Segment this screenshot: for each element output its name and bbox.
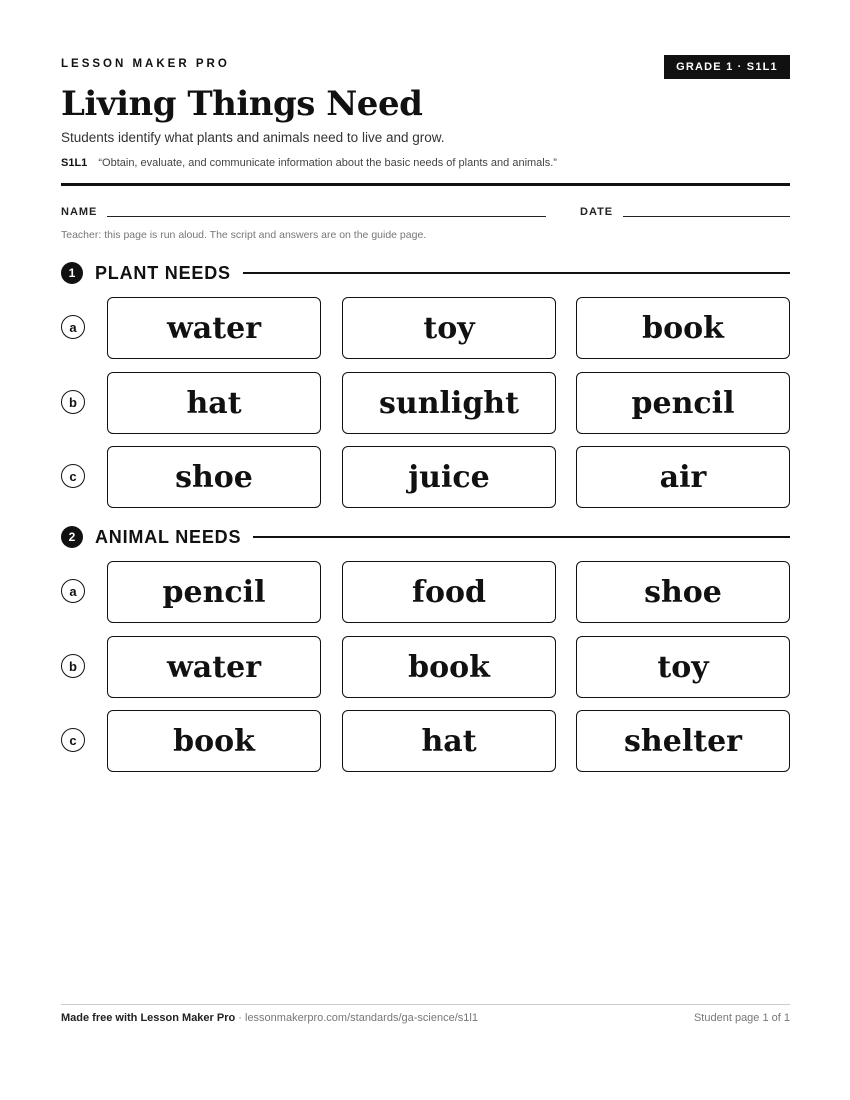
row-letter: b (61, 390, 85, 414)
section-rule (253, 536, 790, 538)
date-field[interactable] (623, 216, 790, 217)
question-row (61, 636, 790, 698)
worksheet-page (61, 0, 790, 1100)
row-letter: a (61, 315, 85, 339)
standard-line (61, 157, 557, 169)
footer-url: · lessonmakerpro.com/standards/ga-science/s1l1 (235, 1012, 478, 1024)
answer-choice[interactable]: book (342, 636, 556, 698)
row-letter: c (61, 728, 85, 752)
answer-choice[interactable]: pencil (107, 561, 321, 623)
teacher-note: Teacher: this page is run aloud. The script and answers are on the guide page. (61, 229, 427, 241)
name-label: NAME (61, 206, 98, 218)
row-letter: c (61, 464, 85, 488)
page-title: Living Things Need (61, 84, 423, 124)
question-row (61, 561, 790, 623)
answer-choice[interactable]: toy (576, 636, 790, 698)
section-number: 1 (61, 262, 83, 284)
answer-choice[interactable]: air (576, 446, 790, 508)
header-divider (61, 183, 790, 186)
section-title: ANIMAL NEEDS (95, 526, 242, 547)
answer-choice[interactable]: shoe (107, 446, 321, 508)
section-rule (243, 272, 790, 274)
question-row (61, 297, 790, 359)
section-animal-needs (61, 525, 790, 549)
standard-text: “Obtain, evaluate, and communicate information about the basic needs of plants and animals.” (98, 157, 557, 169)
answer-choice[interactable]: water (107, 636, 321, 698)
date-label: DATE (580, 206, 614, 218)
answer-choice[interactable]: pencil (576, 372, 790, 434)
row-letter: a (61, 579, 85, 603)
question-row (61, 446, 790, 508)
question-row (61, 372, 790, 434)
answer-choice[interactable]: water (107, 297, 321, 359)
answer-choice[interactable]: book (576, 297, 790, 359)
answer-choice[interactable]: toy (342, 297, 556, 359)
footer-made-text: Made free with Lesson Maker Pro (61, 1012, 236, 1024)
grade-badge: GRADE 1 · S1L1 (664, 55, 790, 79)
answer-choice[interactable]: hat (107, 372, 321, 434)
brand-name: LESSON MAKER PRO (61, 58, 230, 70)
answer-choice[interactable]: shoe (576, 561, 790, 623)
row-letter: b (61, 654, 85, 678)
footer-page-number: Student page 1 of 1 (693, 1012, 790, 1024)
section-number: 2 (61, 526, 83, 548)
answer-choice[interactable]: food (342, 561, 556, 623)
footer-credit (61, 1012, 478, 1024)
answer-choice[interactable]: book (107, 710, 321, 772)
answer-choice[interactable]: sunlight (342, 372, 556, 434)
standard-code: S1L1 (61, 157, 88, 169)
section-plant-needs (61, 261, 790, 285)
question-row (61, 710, 790, 772)
footer-divider (61, 1004, 790, 1005)
name-field[interactable] (107, 216, 546, 217)
answer-choice[interactable]: hat (342, 710, 556, 772)
page-subtitle: Students identify what plants and animals need to live and grow. (61, 130, 445, 145)
answer-choice[interactable]: shelter (576, 710, 790, 772)
answer-choice[interactable]: juice (342, 446, 556, 508)
section-title: PLANT NEEDS (95, 262, 231, 283)
